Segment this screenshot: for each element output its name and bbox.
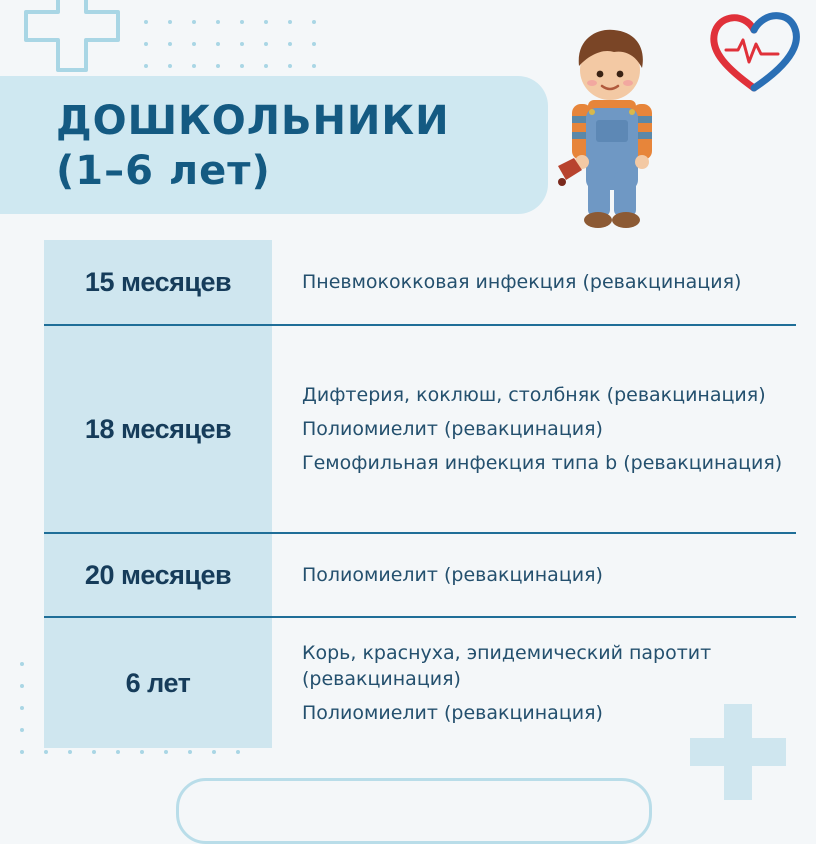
dot bbox=[144, 64, 148, 68]
table-row bbox=[44, 618, 796, 748]
dot bbox=[312, 64, 316, 68]
dot bbox=[192, 42, 196, 46]
dot bbox=[20, 706, 24, 710]
dot bbox=[264, 64, 268, 68]
dot bbox=[168, 42, 172, 46]
plus-icon bbox=[690, 704, 786, 800]
dot bbox=[312, 20, 316, 24]
dot bbox=[20, 728, 24, 732]
age-cell: 15 месяцев bbox=[44, 240, 272, 324]
dot bbox=[216, 20, 220, 24]
dot bbox=[168, 20, 172, 24]
dot bbox=[92, 750, 96, 754]
vaccine-item: Пневмококковая инфекция (ревакцинация) bbox=[302, 271, 742, 293]
vaccine-cell bbox=[272, 326, 796, 532]
vaccine-item: Полиомиелит (ревакцинация) bbox=[302, 564, 603, 586]
dot bbox=[288, 64, 292, 68]
dot bbox=[192, 20, 196, 24]
age-cell: 20 месяцев bbox=[44, 534, 272, 616]
dot bbox=[216, 42, 220, 46]
dot bbox=[164, 750, 168, 754]
table-row bbox=[44, 326, 796, 534]
dot bbox=[44, 750, 48, 754]
dot bbox=[240, 64, 244, 68]
vaccine-item: Полиомиелит (ревакцинация) bbox=[302, 418, 603, 440]
toddler-boy-icon bbox=[552, 22, 676, 238]
plus-outline-icon bbox=[14, 0, 134, 74]
dot bbox=[312, 42, 316, 46]
dot bbox=[116, 750, 120, 754]
vaccine-cell bbox=[272, 534, 796, 616]
page-title bbox=[56, 96, 450, 196]
vaccine-item: Дифтерия, коклюш, столбняк (ревакцинация) bbox=[302, 384, 766, 406]
vaccine-item: Корь, краснуха, эпидемический паротит (ревакцинация) bbox=[302, 642, 712, 690]
vaccination-schedule-table bbox=[44, 240, 796, 748]
title-line-2: (1–6 лет) bbox=[56, 148, 271, 194]
dot bbox=[188, 750, 192, 754]
dot bbox=[168, 64, 172, 68]
dot bbox=[68, 750, 72, 754]
dot bbox=[240, 42, 244, 46]
title-line-1: ДОШКОЛЬНИКИ bbox=[56, 98, 450, 144]
vaccine-item: Гемофильная инфекция типа b (ревакцинация) bbox=[302, 452, 783, 474]
table-row bbox=[44, 240, 796, 326]
dot bbox=[264, 20, 268, 24]
dot bbox=[240, 20, 244, 24]
dot bbox=[288, 20, 292, 24]
dot bbox=[20, 750, 24, 754]
age-cell: 6 лет bbox=[44, 618, 272, 748]
dot bbox=[236, 750, 240, 754]
dot bbox=[288, 42, 292, 46]
dot bbox=[20, 662, 24, 666]
dot bbox=[140, 750, 144, 754]
dot bbox=[192, 64, 196, 68]
dot bbox=[144, 20, 148, 24]
age-cell: 18 месяцев bbox=[44, 326, 272, 532]
dot bbox=[20, 684, 24, 688]
vaccine-item: Полиомиелит (ревакцинация) bbox=[302, 702, 603, 724]
heart-pulse-logo-icon bbox=[706, 6, 802, 96]
dot bbox=[216, 64, 220, 68]
dot bbox=[264, 42, 268, 46]
dot bbox=[212, 750, 216, 754]
bottom-pill-decoration bbox=[176, 778, 652, 844]
vaccine-cell bbox=[272, 240, 796, 324]
dot bbox=[144, 42, 148, 46]
table-row bbox=[44, 534, 796, 618]
